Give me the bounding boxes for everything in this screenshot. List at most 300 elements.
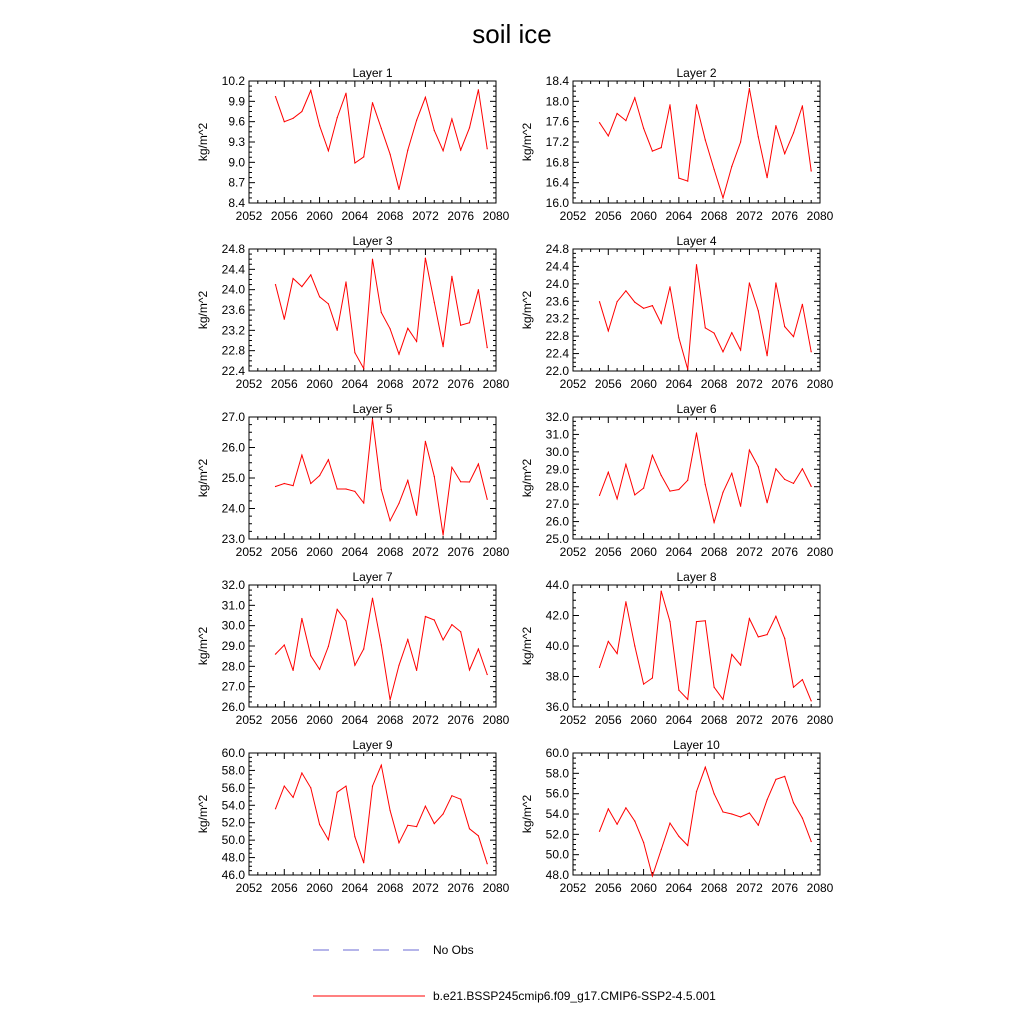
x-tick-label: 2056 — [270, 881, 298, 895]
x-tick-label: 2080 — [806, 881, 834, 895]
data-point — [687, 369, 688, 370]
data-point — [319, 125, 320, 126]
data-point — [608, 330, 609, 331]
data-point — [608, 641, 609, 642]
data-point — [634, 302, 635, 303]
x-tick-label: 2060 — [306, 713, 333, 727]
data-point — [643, 842, 644, 843]
series-line-model — [600, 433, 812, 522]
y-tick-label: 24.0 — [545, 276, 569, 291]
data-point — [634, 97, 635, 98]
data-point — [416, 670, 417, 671]
x-tick-label: 2076 — [447, 881, 475, 895]
x-tick-label: 2080 — [806, 713, 834, 727]
data-point — [310, 90, 311, 91]
data-point — [802, 468, 803, 469]
y-tick-label: 22.4 — [545, 346, 569, 361]
y-tick-label: 17.2 — [545, 135, 569, 149]
data-point — [407, 480, 408, 481]
x-tick-label: 2060 — [630, 209, 657, 223]
x-tick-label: 2072 — [412, 881, 439, 895]
data-point — [345, 620, 346, 621]
data-point — [599, 495, 600, 496]
data-point — [617, 653, 618, 654]
x-tick-label: 2056 — [594, 881, 622, 895]
data-point — [337, 488, 338, 489]
data-point — [487, 148, 488, 149]
y-tick-label: 46.0 — [221, 868, 245, 882]
data-point — [460, 799, 461, 800]
panel-grid — [196, 66, 834, 895]
y-tick-label: 54.0 — [545, 807, 569, 821]
data-point — [678, 337, 679, 338]
x-tick-label: 2068 — [700, 209, 728, 223]
data-point — [354, 162, 355, 163]
data-point — [643, 488, 644, 489]
x-tick-label: 2056 — [270, 377, 298, 391]
x-tick-label: 2052 — [559, 713, 587, 727]
y-tick-label: 23.6 — [545, 294, 569, 309]
data-point — [599, 831, 600, 832]
data-point — [328, 839, 329, 840]
data-point — [301, 455, 302, 456]
data-point — [758, 136, 759, 137]
x-tick-label: 2056 — [594, 209, 622, 223]
x-tick-label: 2076 — [447, 545, 475, 559]
x-tick-label: 2068 — [700, 545, 728, 559]
y-tick-label: 48.0 — [221, 850, 245, 865]
data-point — [722, 699, 723, 700]
data-point — [425, 441, 426, 442]
panel-title: Layer 3 — [352, 234, 393, 248]
legend-obs-label: No Obs — [433, 943, 474, 957]
data-point — [722, 351, 723, 352]
data-point — [390, 520, 391, 521]
data-point — [328, 646, 329, 647]
data-point — [363, 156, 364, 157]
data-point — [354, 836, 355, 837]
x-tick-label: 2076 — [447, 713, 475, 727]
y-tick-label: 60.0 — [221, 746, 245, 760]
data-point — [451, 118, 452, 119]
x-tick-label: 2080 — [482, 881, 510, 895]
data-point — [731, 166, 732, 167]
data-point — [661, 323, 662, 324]
data-point — [669, 286, 670, 287]
x-tick-label: 2072 — [736, 209, 763, 223]
x-tick-label: 2060 — [306, 881, 333, 895]
data-point — [319, 824, 320, 825]
data-point — [354, 665, 355, 666]
y-tick-label: 9.6 — [228, 114, 245, 129]
y-axis-label: kg/m^2 — [196, 122, 210, 162]
chart-panel-layer-3 — [196, 234, 510, 391]
data-point — [293, 118, 294, 119]
panel-title: Layer 10 — [673, 738, 720, 752]
y-tick-label: 25.0 — [221, 471, 245, 485]
data-point — [328, 303, 329, 304]
y-tick-label: 30.0 — [221, 618, 245, 633]
y-axis-label: kg/m^2 — [520, 122, 534, 162]
y-tick-label: 24.8 — [221, 242, 245, 256]
y-axis-label: kg/m^2 — [520, 794, 534, 834]
y-tick-label: 28.0 — [221, 659, 245, 674]
series-line-model — [600, 89, 812, 198]
x-tick-label: 2068 — [376, 545, 404, 559]
data-point — [661, 849, 662, 850]
data-point — [310, 655, 311, 656]
data-point — [345, 93, 346, 94]
data-point — [284, 319, 285, 320]
y-tick-label: 48.0 — [545, 868, 569, 882]
data-point — [451, 467, 452, 468]
x-tick-label: 2068 — [376, 881, 404, 895]
data-point — [416, 826, 417, 827]
panel-title: Layer 8 — [676, 570, 717, 584]
x-tick-label: 2052 — [559, 881, 587, 895]
y-tick-label: 29.0 — [221, 639, 245, 653]
data-point — [687, 480, 688, 481]
series-line-model — [276, 90, 488, 190]
data-point — [301, 111, 302, 112]
data-point — [767, 177, 768, 178]
data-point — [811, 841, 812, 842]
x-tick-label: 2072 — [412, 713, 439, 727]
y-axis-label: kg/m^2 — [196, 458, 210, 498]
x-tick-label: 2060 — [630, 713, 657, 727]
data-point — [696, 621, 697, 622]
y-tick-label: 27.0 — [221, 679, 245, 694]
x-tick-label: 2056 — [270, 209, 298, 223]
data-point — [293, 797, 294, 798]
data-point — [443, 534, 444, 535]
x-tick-label: 2076 — [771, 545, 799, 559]
series-line-model — [600, 591, 812, 701]
chart-panel-layer-9 — [196, 738, 510, 895]
data-point — [599, 301, 600, 302]
y-tick-label: 23.2 — [545, 311, 569, 326]
data-point — [310, 787, 311, 788]
x-tick-label: 2068 — [700, 881, 728, 895]
x-tick-label: 2076 — [771, 713, 799, 727]
x-tick-label: 2072 — [412, 209, 439, 223]
data-point — [669, 491, 670, 492]
data-point — [381, 312, 382, 313]
data-point — [617, 113, 618, 114]
x-tick-label: 2064 — [665, 377, 693, 391]
data-point — [749, 812, 750, 813]
data-point — [425, 616, 426, 617]
data-point — [381, 489, 382, 490]
x-tick-label: 2080 — [806, 209, 834, 223]
data-point — [416, 341, 417, 342]
data-point — [793, 802, 794, 803]
x-tick-label: 2080 — [482, 545, 510, 559]
y-tick-label: 52.0 — [221, 815, 245, 830]
x-tick-label: 2068 — [700, 713, 728, 727]
x-tick-label: 2064 — [665, 713, 693, 727]
y-tick-label: 31.0 — [545, 427, 569, 442]
data-point — [696, 264, 697, 265]
data-point — [434, 130, 435, 131]
data-point — [416, 120, 417, 121]
data-point — [652, 151, 653, 152]
x-tick-label: 2052 — [235, 545, 263, 559]
y-tick-label: 27.0 — [545, 497, 569, 512]
plot-frame — [573, 585, 820, 707]
data-point — [722, 811, 723, 812]
data-point — [372, 598, 373, 599]
data-point — [722, 197, 723, 198]
data-point — [608, 135, 609, 136]
y-tick-label: 24.8 — [545, 242, 569, 256]
x-tick-label: 2064 — [341, 209, 369, 223]
data-point — [634, 645, 635, 646]
data-point — [398, 354, 399, 355]
data-point — [398, 842, 399, 843]
y-tick-label: 56.0 — [221, 780, 245, 795]
data-point — [740, 816, 741, 817]
y-tick-label: 56.0 — [545, 786, 569, 801]
data-point — [722, 492, 723, 493]
plot-frame — [249, 585, 496, 707]
data-point — [478, 89, 479, 90]
y-tick-label: 23.0 — [221, 532, 245, 546]
x-tick-label: 2060 — [306, 545, 333, 559]
y-tick-label: 40.0 — [545, 639, 569, 653]
data-point — [767, 634, 768, 635]
y-tick-label: 32.0 — [545, 410, 569, 424]
data-point — [487, 499, 488, 500]
y-tick-label: 50.0 — [221, 833, 245, 848]
y-axis-label: kg/m^2 — [520, 458, 534, 498]
y-tick-label: 22.4 — [221, 364, 245, 378]
data-point — [390, 699, 391, 700]
data-point — [802, 679, 803, 680]
y-axis-label: kg/m^2 — [196, 794, 210, 834]
data-point — [337, 792, 338, 793]
x-tick-label: 2068 — [376, 377, 404, 391]
data-point — [784, 638, 785, 639]
y-tick-label: 52.0 — [545, 827, 569, 842]
data-point — [478, 835, 479, 836]
x-tick-label: 2068 — [700, 377, 728, 391]
x-tick-label: 2076 — [447, 377, 475, 391]
y-tick-label: 50.0 — [545, 847, 569, 862]
data-point — [793, 687, 794, 688]
x-tick-label: 2052 — [559, 209, 587, 223]
data-point — [625, 807, 626, 808]
data-point — [275, 96, 276, 97]
data-point — [758, 636, 759, 637]
x-tick-label: 2080 — [482, 713, 510, 727]
data-point — [443, 639, 444, 640]
data-point — [301, 286, 302, 287]
data-point — [345, 488, 346, 489]
x-tick-label: 2076 — [771, 377, 799, 391]
y-tick-label: 8.7 — [228, 175, 245, 190]
x-tick-label: 2060 — [306, 377, 333, 391]
data-point — [811, 700, 812, 701]
data-point — [661, 591, 662, 592]
data-point — [731, 813, 732, 814]
y-tick-label: 17.6 — [545, 114, 569, 129]
series-line-model — [276, 258, 488, 368]
y-tick-label: 29.0 — [545, 462, 569, 477]
data-point — [469, 127, 470, 128]
series-line-model — [600, 265, 812, 370]
y-axis-label: kg/m^2 — [196, 290, 210, 330]
data-point — [478, 289, 479, 290]
data-point — [617, 824, 618, 825]
data-point — [784, 153, 785, 154]
data-point — [731, 332, 732, 333]
legend-model-label: b.e21.BSSP245cmip6.f09_g17.CMIP6-SSP2-4.5.001 — [433, 989, 716, 1003]
data-point — [460, 325, 461, 326]
y-tick-label: 32.0 — [221, 578, 245, 592]
series-line-model — [600, 767, 812, 876]
x-tick-label: 2080 — [482, 209, 510, 223]
data-point — [714, 522, 715, 523]
x-tick-label: 2072 — [736, 713, 763, 727]
data-point — [652, 305, 653, 306]
x-tick-label: 2052 — [235, 209, 263, 223]
data-point — [599, 122, 600, 123]
x-tick-label: 2072 — [736, 377, 763, 391]
chart-panel-layer-6 — [520, 402, 834, 559]
data-point — [696, 432, 697, 433]
data-point — [740, 506, 741, 507]
data-point — [643, 128, 644, 129]
data-point — [669, 823, 670, 824]
data-point — [275, 808, 276, 809]
data-point — [469, 669, 470, 670]
data-point — [310, 274, 311, 275]
data-point — [617, 301, 618, 302]
data-point — [678, 178, 679, 179]
data-point — [625, 120, 626, 121]
data-point — [775, 468, 776, 469]
plot-frame — [249, 81, 496, 203]
data-point — [784, 326, 785, 327]
data-point — [714, 333, 715, 334]
data-point — [363, 648, 364, 649]
data-point — [293, 278, 294, 279]
data-point — [398, 189, 399, 190]
y-tick-label: 23.2 — [221, 323, 245, 338]
panel-title: Layer 2 — [676, 66, 717, 80]
plot-frame — [573, 753, 820, 875]
data-point — [372, 419, 373, 420]
data-point — [407, 825, 408, 826]
chart-panel-layer-10 — [520, 738, 834, 895]
y-tick-label: 23.6 — [221, 303, 245, 317]
y-tick-label: 42.0 — [545, 608, 569, 623]
y-tick-label: 60.0 — [545, 746, 569, 760]
data-point — [275, 284, 276, 285]
data-point — [652, 455, 653, 456]
data-point — [284, 121, 285, 122]
chart-panel-layer-1 — [196, 66, 510, 223]
data-point — [811, 486, 812, 487]
data-point — [434, 619, 435, 620]
x-tick-label: 2052 — [235, 377, 263, 391]
data-point — [381, 644, 382, 645]
y-tick-label: 28.0 — [545, 479, 569, 494]
data-point — [740, 141, 741, 142]
data-point — [661, 475, 662, 476]
data-point — [363, 368, 364, 369]
panel-title: Layer 4 — [676, 234, 717, 248]
data-point — [284, 644, 285, 645]
data-point — [705, 620, 706, 621]
data-point — [443, 346, 444, 347]
data-point — [434, 476, 435, 477]
data-point — [416, 515, 417, 516]
y-tick-label: 24.4 — [545, 259, 569, 274]
panel-title: Layer 1 — [352, 66, 393, 80]
data-point — [767, 355, 768, 356]
x-tick-label: 2064 — [341, 377, 369, 391]
x-tick-label: 2064 — [665, 545, 693, 559]
data-point — [749, 88, 750, 89]
data-point — [337, 330, 338, 331]
data-point — [625, 601, 626, 602]
data-point — [643, 684, 644, 685]
data-point — [398, 665, 399, 666]
data-point — [714, 793, 715, 794]
y-tick-label: 8.4 — [228, 196, 245, 210]
data-point — [337, 117, 338, 118]
data-point — [811, 170, 812, 171]
data-point — [731, 473, 732, 474]
data-point — [740, 350, 741, 351]
y-tick-label: 10.2 — [221, 74, 245, 88]
x-tick-label: 2068 — [376, 713, 404, 727]
data-point — [758, 310, 759, 311]
data-point — [687, 699, 688, 700]
data-point — [284, 483, 285, 484]
y-tick-label: 9.9 — [228, 94, 245, 109]
data-point — [784, 776, 785, 777]
data-point — [425, 97, 426, 98]
x-tick-label: 2072 — [736, 881, 763, 895]
data-point — [758, 466, 759, 467]
data-point — [767, 799, 768, 800]
y-tick-label: 27.0 — [221, 410, 245, 424]
x-tick-label: 2080 — [482, 377, 510, 391]
data-point — [599, 667, 600, 668]
data-point — [381, 128, 382, 129]
data-point — [460, 150, 461, 151]
y-tick-label: 24.0 — [221, 501, 245, 516]
y-tick-label: 22.0 — [545, 364, 569, 378]
data-point — [793, 336, 794, 337]
data-point — [687, 845, 688, 846]
x-tick-label: 2068 — [376, 209, 404, 223]
data-point — [749, 618, 750, 619]
data-point — [407, 639, 408, 640]
x-tick-label: 2064 — [665, 209, 693, 223]
chart-panel-layer-7 — [196, 570, 510, 727]
x-tick-label: 2060 — [630, 377, 657, 391]
chart-panel-layer-8 — [520, 570, 834, 727]
data-point — [372, 259, 373, 260]
data-point — [758, 825, 759, 826]
data-point — [714, 169, 715, 170]
y-tick-label: 58.0 — [545, 766, 569, 781]
y-tick-label: 54.0 — [221, 798, 245, 813]
